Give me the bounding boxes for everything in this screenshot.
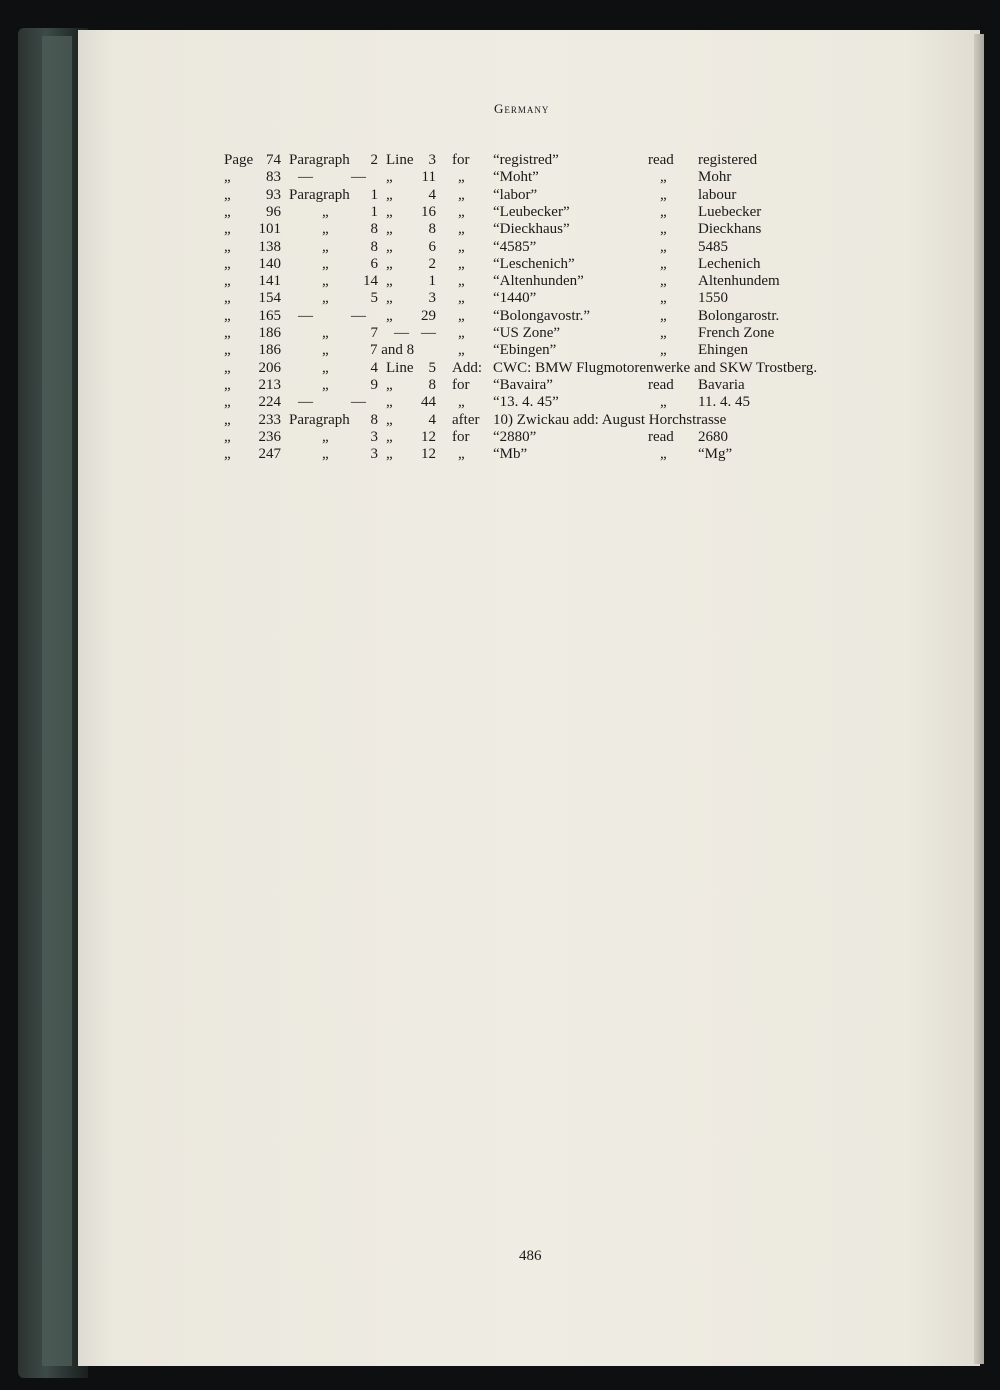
paragraph-label: — — [298, 307, 313, 324]
errata-row — [0, 342, 1000, 360]
paragraph-ref: 7 — [370, 325, 378, 341]
errata-row — [0, 152, 1000, 170]
line-label: Line — [386, 359, 414, 376]
paragraph-ref: 2 — [370, 152, 378, 168]
paragraph-label: „ — [322, 342, 329, 359]
line-ref: 11 — [421, 169, 436, 186]
read-word: read — [648, 152, 674, 168]
original-text: “Mb” — [493, 446, 528, 463]
paragraph-ref: 7 and 8 — [370, 342, 415, 359]
paragraph-label: Paragraph — [289, 186, 350, 203]
errata-row — [0, 377, 1000, 395]
line-label: „ — [386, 186, 393, 203]
errata-row — [0, 308, 1000, 326]
paragraph-ref: 8 — [370, 221, 378, 238]
page-label: „ — [224, 359, 231, 376]
page-ref: 213 — [258, 376, 281, 393]
line-ref: 29 — [421, 307, 436, 324]
original-text: “Dieckhaus” — [493, 221, 570, 238]
page-ref: 206 — [258, 359, 281, 376]
line-label: „ — [386, 255, 393, 272]
original-text: “13. 4. 45” — [493, 394, 559, 411]
paragraph-label: „ — [322, 221, 329, 238]
page-ref: 154 — [258, 290, 281, 307]
corrected-text: Dieckhans — [698, 221, 762, 238]
paragraph-label: „ — [322, 325, 329, 341]
line-ref: — — [421, 325, 436, 341]
paragraph-ref: 3 — [370, 428, 378, 445]
action-word: „ — [458, 290, 465, 307]
paragraph-label: „ — [322, 290, 329, 307]
page-ref: 165 — [258, 307, 281, 324]
action-word: „ — [458, 325, 465, 341]
page-label: „ — [224, 446, 231, 463]
original-text: “Leubecker” — [493, 203, 570, 220]
page-label: „ — [224, 255, 231, 272]
read-word: „ — [660, 446, 667, 463]
action-word: „ — [458, 273, 465, 290]
paragraph-label: „ — [322, 238, 329, 255]
corrected-text: Bavaria — [698, 376, 745, 393]
original-text: “1440” — [493, 290, 537, 307]
errata-row — [0, 221, 1000, 239]
line-label: „ — [386, 221, 393, 238]
page-ref: 247 — [258, 446, 281, 463]
paragraph-ref: 4 — [370, 359, 378, 376]
page-ref: 224 — [258, 394, 281, 411]
line-label: „ — [386, 307, 393, 324]
page-ref: 83 — [266, 169, 281, 186]
action-word: for — [452, 376, 470, 393]
read-word: „ — [660, 203, 667, 220]
original-text: “Bolongavostr.” — [493, 307, 591, 324]
paragraph-label: „ — [322, 446, 329, 463]
running-head: Germany — [494, 101, 550, 116]
paragraph-ref: 8 — [370, 238, 378, 255]
corrected-text: 2680 — [698, 428, 728, 445]
page-label: „ — [224, 325, 231, 341]
page-number: 486 — [519, 1248, 542, 1264]
page-ref: 74 — [266, 152, 281, 168]
page-ref: 140 — [258, 255, 281, 272]
line-ref: 1 — [428, 273, 436, 290]
line-ref: 12 — [421, 428, 436, 445]
line-label: „ — [386, 290, 393, 307]
read-word: „ — [660, 394, 667, 411]
read-word: „ — [660, 238, 667, 255]
line-label: — — [394, 325, 409, 341]
paragraph-ref: 3 — [370, 446, 378, 463]
original-text: CWC: BMW Flugmotorenwerke and SKW Trostberg. — [493, 359, 818, 376]
read-word: „ — [660, 273, 667, 290]
read-word: read — [648, 376, 674, 393]
action-word: „ — [458, 203, 465, 220]
line-ref: 8 — [428, 376, 436, 393]
corrected-text: Bolongarostr. — [698, 307, 780, 324]
errata-table — [0, 0, 1000, 480]
line-ref: 3 — [428, 290, 436, 307]
page-label: „ — [224, 203, 231, 220]
paragraph-label: „ — [322, 428, 329, 445]
paragraph-label: — — [298, 394, 313, 411]
line-label: „ — [386, 394, 393, 411]
paragraph-label: „ — [322, 359, 329, 376]
page-ref: 138 — [258, 238, 281, 255]
page-ref: 186 — [258, 342, 281, 359]
original-text: 10) Zwickau add: August Horchstrasse — [493, 411, 727, 428]
page-label: „ — [224, 273, 231, 290]
page-label: „ — [224, 394, 231, 411]
corrected-text: 5485 — [698, 238, 728, 255]
paragraph-ref: — — [351, 307, 366, 324]
page-ref: 101 — [258, 221, 281, 238]
paragraph-ref: — — [351, 169, 366, 186]
action-word: Add: — [452, 359, 482, 376]
line-ref: 4 — [428, 186, 436, 203]
errata-row — [0, 412, 1000, 430]
line-ref: 3 — [428, 152, 436, 168]
original-text: “2880” — [493, 428, 537, 445]
line-label: „ — [386, 238, 393, 255]
paragraph-ref: — — [351, 394, 366, 411]
paragraph-ref: 14 — [363, 273, 378, 290]
page-label: „ — [224, 307, 231, 324]
action-word: „ — [458, 221, 465, 238]
errata-row — [0, 204, 1000, 222]
line-label: „ — [386, 376, 393, 393]
line-label: Line — [386, 152, 414, 168]
read-word: „ — [660, 186, 667, 203]
read-word: „ — [660, 221, 667, 238]
page-ref: 236 — [258, 428, 281, 445]
errata-row — [0, 429, 1000, 447]
page-label: „ — [224, 169, 231, 186]
paragraph-label: „ — [322, 376, 329, 393]
original-text: “Ebingen” — [493, 342, 557, 359]
read-word: „ — [660, 325, 667, 341]
errata-row — [0, 446, 1000, 464]
line-label: „ — [386, 446, 393, 463]
page-ref: 141 — [258, 273, 281, 290]
corrected-text: labour — [698, 186, 737, 203]
read-word: „ — [660, 342, 667, 359]
read-word: read — [648, 428, 674, 445]
paragraph-ref: 5 — [370, 290, 378, 307]
read-word: „ — [660, 290, 667, 307]
line-ref: 5 — [428, 359, 436, 376]
corrected-text: “Mg” — [698, 446, 733, 463]
read-word: „ — [660, 307, 667, 324]
read-word: „ — [660, 169, 667, 186]
errata-row — [0, 290, 1000, 308]
corrected-text: registered — [698, 152, 758, 168]
errata-row — [0, 256, 1000, 274]
page-label: „ — [224, 411, 231, 428]
corrected-text: Ehingen — [698, 342, 748, 359]
line-ref: 4 — [428, 411, 436, 428]
corrected-text: French Zone — [698, 325, 775, 341]
action-word: after — [452, 411, 480, 428]
action-word: „ — [458, 169, 465, 186]
line-ref: 16 — [421, 203, 436, 220]
corrected-text: Mohr — [698, 169, 732, 186]
action-word: „ — [458, 255, 465, 272]
paragraph-label: Paragraph — [289, 411, 350, 428]
paragraph-label: — — [298, 169, 313, 186]
action-word: „ — [458, 186, 465, 203]
errata-row — [0, 187, 1000, 205]
line-label: „ — [386, 273, 393, 290]
paragraph-ref: 6 — [370, 255, 378, 272]
corrected-text: 1550 — [698, 290, 728, 307]
page-label: „ — [224, 376, 231, 393]
action-word: for — [452, 428, 470, 445]
page-label: „ — [224, 428, 231, 445]
page-label: „ — [224, 221, 231, 238]
line-ref: 12 — [421, 446, 436, 463]
original-text: “Moht” — [493, 169, 539, 186]
paragraph-label: „ — [322, 255, 329, 272]
paragraph-label: Paragraph — [289, 152, 350, 168]
line-label: „ — [386, 169, 393, 186]
line-ref: 44 — [421, 394, 436, 411]
line-label: „ — [386, 411, 393, 428]
original-text: “4585” — [493, 238, 537, 255]
corrected-text: Altenhundem — [698, 273, 780, 290]
original-text: “registred” — [493, 152, 559, 168]
paragraph-label: „ — [322, 203, 329, 220]
page-ref: 93 — [266, 186, 281, 203]
original-text: “Leschenich” — [493, 255, 575, 272]
original-text: “Bavaira” — [493, 376, 553, 393]
corrected-text: 11. 4. 45 — [698, 394, 750, 411]
line-label: „ — [386, 428, 393, 445]
original-text: “US Zone” — [493, 325, 561, 341]
page-label: „ — [224, 186, 231, 203]
errata-row — [0, 273, 1000, 291]
original-text: “labor” — [493, 186, 538, 203]
action-word: „ — [458, 342, 465, 359]
original-text: “Altenhunden” — [493, 273, 584, 290]
page-ref: 233 — [258, 411, 281, 428]
page-label: „ — [224, 290, 231, 307]
paragraph-ref: 8 — [370, 411, 378, 428]
action-word: „ — [458, 307, 465, 324]
action-word: „ — [458, 238, 465, 255]
errata-row — [0, 394, 1000, 412]
action-word: for — [452, 152, 470, 168]
paragraph-label: „ — [322, 273, 329, 290]
page-label: „ — [224, 342, 231, 359]
corrected-text: Luebecker — [698, 203, 762, 220]
page-label: „ — [224, 238, 231, 255]
errata-row — [0, 325, 1000, 343]
action-word: „ — [458, 394, 465, 411]
page-ref: 186 — [258, 325, 281, 341]
errata-row — [0, 239, 1000, 257]
action-word: „ — [458, 446, 465, 463]
corrected-text: Lechenich — [698, 255, 761, 272]
errata-row — [0, 360, 1000, 378]
page-ref: 96 — [266, 203, 281, 220]
read-word: „ — [660, 255, 667, 272]
line-ref: 8 — [428, 221, 436, 238]
paragraph-ref: 9 — [370, 376, 378, 393]
errata-row — [0, 169, 1000, 187]
line-ref: 6 — [428, 238, 436, 255]
paragraph-ref: 1 — [370, 203, 378, 220]
page-label: Page — [224, 152, 254, 168]
line-label: „ — [386, 203, 393, 220]
line-ref: 2 — [428, 255, 436, 272]
paragraph-ref: 1 — [370, 186, 378, 203]
